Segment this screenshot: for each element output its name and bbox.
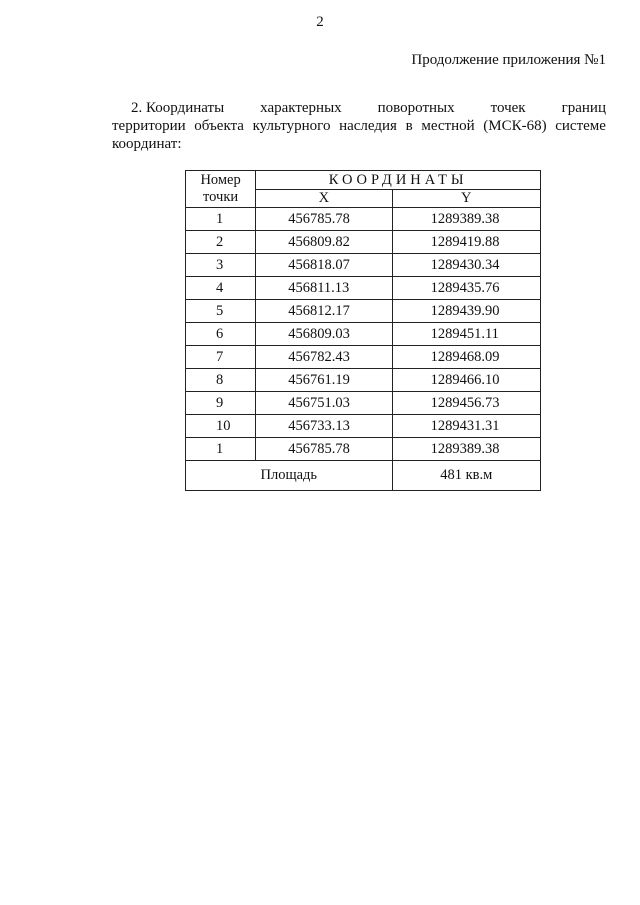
table-row	[186, 231, 541, 254]
table-row	[186, 323, 541, 346]
paragraph-word: (МСК-68)	[483, 118, 547, 134]
paragraph-word: характерных	[260, 100, 342, 116]
paragraph-word: точек	[490, 100, 526, 116]
x-column-header: X	[256, 190, 392, 208]
coordinates-table	[185, 170, 541, 491]
paragraph-word: культурного	[252, 118, 331, 134]
paragraph-word: объекта	[194, 118, 244, 134]
y-coordinate-cell: 1289435.76	[392, 277, 540, 300]
point-number-cell: 9	[186, 392, 256, 415]
y-coordinate-cell: 1289419.88	[392, 231, 540, 254]
paragraph-word: территории	[112, 118, 186, 134]
paragraph-word: 2. Координаты	[131, 100, 225, 116]
y-coordinate-cell: 1289439.90	[392, 300, 540, 323]
point-number-cell: 2	[186, 231, 256, 254]
table-row	[186, 415, 541, 438]
point-number-cell: 1	[186, 208, 256, 231]
table-row	[186, 438, 541, 461]
point-number-header-line2: точки	[203, 189, 239, 205]
x-coordinate-cell: 456811.13	[256, 277, 392, 300]
area-value-cell: 481 кв.м	[392, 461, 540, 491]
x-coordinate-cell: 456761.19	[256, 369, 392, 392]
paragraph-word: системе	[555, 118, 606, 134]
point-number-cell: 6	[186, 323, 256, 346]
x-coordinate-cell: 456733.13	[256, 415, 392, 438]
y-column-header: Y	[392, 190, 540, 208]
table-row	[186, 254, 541, 277]
y-coordinate-cell: 1289389.38	[392, 438, 540, 461]
point-number-cell: 1	[186, 438, 256, 461]
x-coordinate-cell: 456809.03	[256, 323, 392, 346]
appendix-continuation-note: Продолжение приложения №1	[411, 52, 606, 68]
x-coordinate-cell: 456782.43	[256, 346, 392, 369]
y-coordinate-cell: 1289451.11	[392, 323, 540, 346]
x-coordinate-cell: 456812.17	[256, 300, 392, 323]
point-number-header-line1: Номер	[200, 172, 241, 188]
table-row	[186, 392, 541, 415]
x-coordinate-cell: 456818.07	[256, 254, 392, 277]
x-coordinate-cell: 456809.82	[256, 231, 392, 254]
area-label-cell: Площадь	[186, 461, 393, 491]
y-coordinate-cell: 1289431.31	[392, 415, 540, 438]
y-coordinate-cell: 1289468.09	[392, 346, 540, 369]
table-row	[186, 300, 541, 323]
point-number-cell: 5	[186, 300, 256, 323]
paragraph-word: в	[405, 118, 413, 134]
page-number: 2	[316, 14, 324, 30]
table-row	[186, 277, 541, 300]
point-number-cell: 3	[186, 254, 256, 277]
point-number-cell: 4	[186, 277, 256, 300]
table-row	[186, 208, 541, 231]
x-coordinate-cell: 456785.78	[256, 208, 392, 231]
paragraph-line-3: координат:	[112, 136, 182, 152]
point-number-cell: 10	[186, 415, 256, 438]
paragraph-word: границ	[561, 100, 606, 116]
table-row	[186, 346, 541, 369]
y-coordinate-cell: 1289389.38	[392, 208, 540, 231]
point-number-cell: 7	[186, 346, 256, 369]
y-coordinate-cell: 1289456.73	[392, 392, 540, 415]
y-coordinate-cell: 1289466.10	[392, 369, 540, 392]
area-row	[186, 461, 541, 491]
paragraph-line-2	[112, 117, 606, 135]
coordinates-header: КООРДИНАТЫ	[256, 171, 541, 190]
x-coordinate-cell: 456751.03	[256, 392, 392, 415]
table-row	[186, 369, 541, 392]
point-number-cell: 8	[186, 369, 256, 392]
paragraph-word: наследия	[339, 118, 397, 134]
point-number-header	[186, 171, 256, 208]
x-coordinate-cell: 456785.78	[256, 438, 392, 461]
paragraph-line-1	[131, 99, 606, 117]
y-coordinate-cell: 1289430.34	[392, 254, 540, 277]
paragraph-word: местной	[421, 118, 475, 134]
coordinates-intro-paragraph	[112, 99, 606, 153]
paragraph-word: поворотных	[377, 100, 455, 116]
